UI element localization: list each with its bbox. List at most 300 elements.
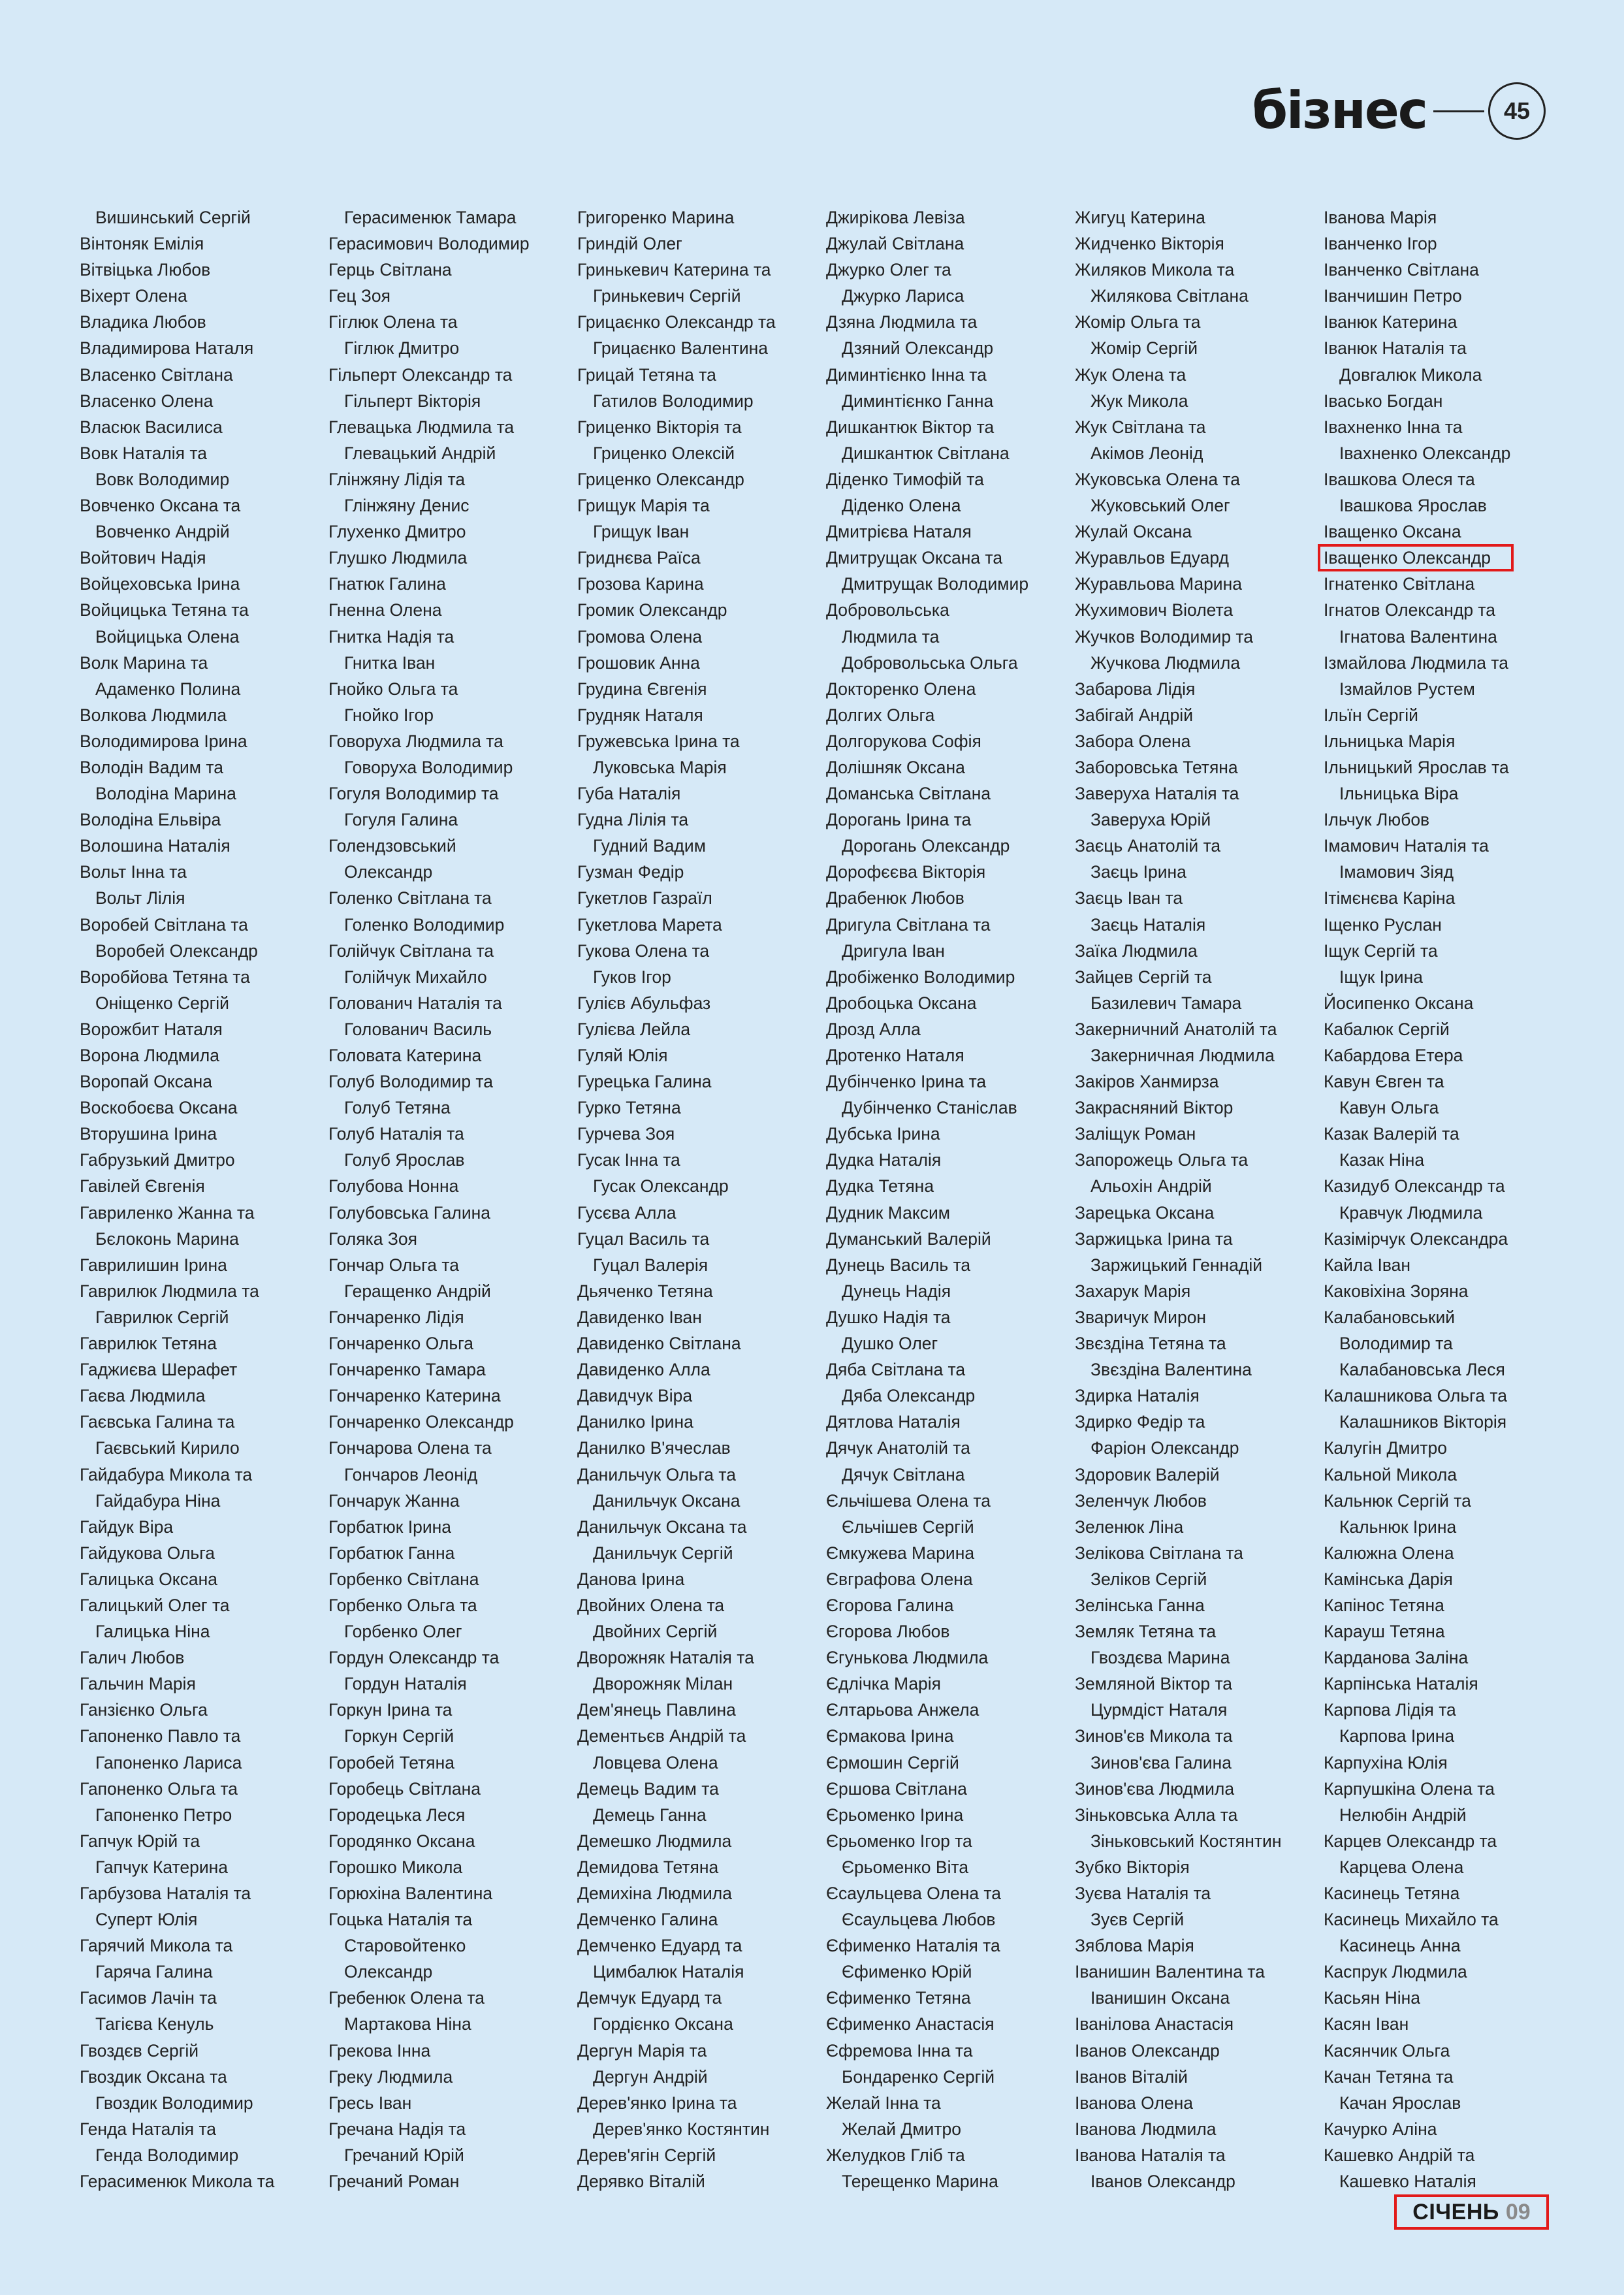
- list-item: Гненна Олена: [328, 600, 442, 620]
- list-item: Карданова Заліна: [1324, 1648, 1469, 1668]
- list-item: Гриценко Вікторія та: [577, 417, 742, 437]
- list-item: Володіна Ельвіра: [80, 810, 221, 830]
- list-item: Гурчева Зоя: [577, 1124, 675, 1144]
- list-item: Іванишин Оксана: [1091, 1988, 1230, 2008]
- list-item: Гаєва Людмила: [80, 1386, 206, 1406]
- list-item: Голуб Ярослав: [344, 1150, 465, 1170]
- list-item: Карпінська Наталія: [1324, 1674, 1478, 1694]
- list-item: Ігнатенко Світлана: [1324, 574, 1475, 594]
- list-item: Власенко Олена: [80, 391, 214, 411]
- list-item: Данилко Ірина: [577, 1412, 693, 1432]
- list-item: Демець Ганна: [593, 1805, 707, 1825]
- list-item: Ігнатов Олександр та: [1324, 600, 1496, 620]
- list-item: Дерев'ягін Сергій: [577, 2145, 716, 2165]
- list-item: Ільницька Марія: [1324, 731, 1456, 751]
- list-item: Дишкантюк Віктор та: [826, 417, 995, 437]
- list-item: Ільницька Віра: [1339, 784, 1459, 804]
- list-item: Заржицький Геннадій: [1091, 1255, 1263, 1275]
- list-item: Геращенко Андрій: [344, 1281, 491, 1301]
- list-item: Володін Вадим та: [80, 757, 223, 777]
- list-item: Гречана Надія та: [328, 2119, 466, 2139]
- list-item: Галицький Олег та: [80, 1595, 230, 1615]
- list-item: Іванишин Валентина та: [1075, 1962, 1265, 1982]
- list-item: Волкова Людмила: [80, 705, 227, 725]
- list-item: Жук Микола: [1091, 391, 1188, 411]
- list-item: Гнитка Надія та: [328, 626, 454, 647]
- list-item: Данильчук Сергій: [593, 1543, 733, 1563]
- list-item: Джурко Лариса: [842, 286, 964, 306]
- list-item: Дудка Тетяна: [826, 1176, 934, 1196]
- list-item: Гапоненко Павло та: [80, 1726, 241, 1746]
- name-column-3: [577, 204, 826, 2194]
- list-item: Земляк Тетяна та: [1075, 1622, 1217, 1642]
- list-item: Дмитрущак Володимир: [842, 574, 1029, 594]
- list-item: Касян Іван: [1324, 2014, 1409, 2034]
- list-item: Гузман Федір: [577, 862, 684, 882]
- list-item: Громик Олександр: [577, 600, 727, 620]
- list-item: Дерев'янко Ірина та: [577, 2093, 737, 2113]
- list-item: Гукова Олена та: [577, 940, 710, 961]
- list-item: Гоцька Наталія та: [328, 1910, 473, 1930]
- list-item: Ільницький Ярослав та: [1324, 757, 1509, 777]
- list-item: Душко Надія та: [826, 1307, 951, 1327]
- list-item: Гордун Олександр та: [328, 1648, 500, 1668]
- list-item: Волошина Наталія: [80, 836, 231, 856]
- list-item: Гаврилюк Сергій: [95, 1307, 229, 1327]
- list-item: Грудняк Наталя: [577, 705, 703, 725]
- list-item: Заборовська Тетяна: [1075, 757, 1238, 777]
- list-item: Каковіхіна Зоряна: [1324, 1281, 1469, 1301]
- list-item: Дробоцька Оксана: [826, 993, 977, 1013]
- list-item: Гресь Іван: [328, 2093, 412, 2113]
- list-item: Дудник Максим: [826, 1202, 951, 1223]
- list-item: Демешко Людмила: [577, 1831, 732, 1851]
- list-item: Касинець Тетяна: [1324, 1884, 1460, 1903]
- list-item: Суперт Юлія: [95, 1910, 198, 1930]
- list-item: Ізмайлова Людмила та: [1324, 652, 1508, 673]
- list-item: Думанський Валерій: [826, 1228, 991, 1249]
- list-item: Грицаєнко Валентина: [593, 338, 769, 359]
- list-item: Гайдук Віра: [80, 1517, 174, 1537]
- list-item: Давиденко Іван: [577, 1307, 702, 1327]
- header-rule: [1433, 110, 1484, 112]
- list-item: Диминтієнко Ганна: [842, 391, 994, 411]
- list-item: Володимир та: [1339, 1334, 1453, 1354]
- list-item: Жомір Сергій: [1091, 338, 1198, 359]
- list-item: Дубінченко Станіслав: [842, 1098, 1017, 1118]
- list-item: Вторушина Ірина: [80, 1124, 217, 1144]
- list-item: Долгих Ольга: [826, 705, 935, 725]
- list-item: Галич Любов: [80, 1648, 185, 1668]
- list-item: Дячук Світлана: [842, 1464, 965, 1485]
- list-item: Дяба Світлана та: [826, 1360, 966, 1380]
- list-item: Гавриленко Жанна та: [80, 1202, 255, 1223]
- list-item: Калашников Вікторія: [1339, 1412, 1507, 1432]
- list-item: Єфименко Тетяна: [826, 1988, 971, 2008]
- name-column-2: [328, 204, 577, 2194]
- list-item: Калабановський: [1324, 1307, 1456, 1327]
- list-item: Володимирова Ірина: [80, 731, 247, 751]
- list-item: Дубська Ірина: [826, 1124, 940, 1144]
- list-item: Гусєва Алла: [577, 1202, 677, 1223]
- list-item: Дорогань Олександр: [842, 836, 1010, 856]
- list-item: Івашкова Олеся та: [1324, 469, 1475, 489]
- list-item: Старовойтенко: [344, 1936, 466, 1956]
- list-item: Дорогань Ірина та: [826, 810, 972, 830]
- list-item: Дячук Анатолій та: [826, 1438, 970, 1458]
- list-item: Гуцал Василь та: [577, 1228, 710, 1249]
- list-item: Греку Людмила: [328, 2066, 453, 2087]
- list-item: Капінос Тетяна: [1324, 1595, 1444, 1615]
- list-item: Глевацька Людмила та: [328, 417, 515, 437]
- list-item: Гаєвська Галина та: [80, 1412, 235, 1432]
- list-item: Гайдабура Микола та: [80, 1464, 253, 1485]
- list-item: Гуцал Валерія: [593, 1255, 709, 1275]
- list-item: Гасимов Лачін та: [80, 1988, 217, 2008]
- list-item: Гнатюк Галина: [328, 574, 446, 594]
- list-item: Камінська Дарія: [1324, 1569, 1453, 1589]
- list-item: Городецька Леся: [328, 1805, 466, 1825]
- list-item: Герасимович Володимир: [328, 234, 530, 254]
- list-item: Касьян Ніна: [1324, 1988, 1420, 2008]
- list-item: Зайцев Сергій та: [1075, 967, 1212, 987]
- list-item: Зубко Вікторія: [1075, 1857, 1190, 1877]
- list-item: Калашникова Ольга та: [1324, 1386, 1507, 1406]
- issue-month: СІЧЕНЬ: [1412, 2199, 1499, 2224]
- list-item: Дементьєв Андрій та: [577, 1726, 746, 1746]
- list-item: Ільїн Сергій: [1324, 705, 1418, 725]
- list-item: Герць Світлана: [328, 260, 452, 280]
- list-item: Карпова Ірина: [1339, 1726, 1455, 1746]
- list-item: Герасименюк Микола та: [80, 2172, 275, 2192]
- list-item: Іванюк Наталія та: [1324, 338, 1467, 359]
- list-item: Гальчин Марія: [80, 1674, 196, 1694]
- list-item: Ворожбит Наталя: [80, 1019, 223, 1039]
- list-item: Горбатюк Ганна: [328, 1543, 455, 1563]
- list-item: Акімов Леонід: [1091, 443, 1203, 463]
- list-item: Запорожець Ольга та: [1075, 1150, 1249, 1170]
- list-item: Гружевська Ірина та: [577, 731, 740, 751]
- list-item: Іщенко Руслан: [1324, 914, 1442, 935]
- list-item: Гордієнко Оксана: [593, 2014, 733, 2034]
- list-item: Городянко Оксана: [328, 1831, 475, 1851]
- list-item: Горкун Ірина та: [328, 1700, 453, 1720]
- list-item: Захарук Марія: [1075, 1281, 1191, 1301]
- list-item: Карпушкіна Олена та: [1324, 1778, 1495, 1799]
- list-item: Йосипенко Оксана: [1324, 993, 1474, 1013]
- list-item: Дерев'янко Костянтин: [593, 2119, 770, 2139]
- list-item: Гнойко Ігор: [344, 705, 434, 725]
- list-item: Ітімєнєва Каріна: [1324, 888, 1456, 908]
- list-item: Говоруха Володимир: [344, 757, 513, 777]
- list-item: Гайдабура Ніна: [95, 1490, 221, 1511]
- list-item: Гречаний Юрій: [344, 2145, 464, 2165]
- list-item: Гаєвський Кирило: [95, 1438, 240, 1458]
- list-item: Кальнюк Сергій та: [1324, 1490, 1471, 1511]
- list-item: Демченко Галина: [577, 1910, 718, 1930]
- list-item: Гвоздик Володимир: [95, 2093, 253, 2113]
- list-item: Глінжяну Денис: [344, 496, 470, 516]
- list-item: Закерничная Людмила: [1091, 1046, 1275, 1065]
- list-item: Гурко Тетяна: [577, 1098, 681, 1118]
- list-item: Владика Любов: [80, 312, 206, 332]
- list-item: Горкун Сергій: [344, 1726, 454, 1746]
- list-item: Карцев Олександр та: [1324, 1831, 1497, 1851]
- list-item: Іванілова Анастасія: [1075, 2014, 1234, 2034]
- list-item: Мартакова Ніна: [344, 2014, 471, 2034]
- list-item: Закерничний Анатолій та: [1075, 1019, 1277, 1039]
- list-item: Давиденко Світлана: [577, 1334, 741, 1354]
- list-item: Дерявко Віталій: [577, 2172, 705, 2192]
- list-item: Калабановська Леся: [1339, 1360, 1505, 1380]
- list-item: Касянчик Ольга: [1324, 2040, 1450, 2061]
- list-item: Єсаульцева Любов: [842, 1910, 996, 1930]
- list-item: Дмитрущак Оксана та: [826, 548, 1003, 568]
- list-item: Закрасняний Віктор: [1075, 1098, 1234, 1118]
- list-item: Кальной Микола: [1324, 1464, 1457, 1485]
- list-item: Гаврилюк Тетяна: [80, 1334, 217, 1354]
- list-item: Воробйова Тетяна та: [80, 967, 250, 987]
- list-item: Забігай Андрій: [1075, 705, 1193, 725]
- list-item: Зваричук Мирон: [1075, 1307, 1207, 1327]
- list-item: Здирка Наталія: [1075, 1386, 1200, 1406]
- list-item: Єфименко Наталія та: [826, 1936, 1000, 1956]
- list-item: Ганзієнко Ольга: [80, 1700, 208, 1720]
- list-item: Кавун Євген та: [1324, 1072, 1444, 1092]
- highlighted-name: Іващенко Олександр: [1324, 545, 1572, 571]
- list-item: Гарбузова Наталія та: [80, 1884, 251, 1903]
- list-item: Єгорова Любов: [826, 1622, 950, 1642]
- list-item: Гурецька Галина: [577, 1072, 712, 1092]
- list-item: Вишинський Сергій: [95, 208, 251, 227]
- list-item: Горбатюк Ірина: [328, 1517, 452, 1537]
- list-item: Зарецька Оксана: [1075, 1202, 1215, 1223]
- list-item: Забарова Лідія: [1075, 679, 1196, 699]
- list-item: Жучкова Людмила: [1091, 652, 1241, 673]
- list-item: Гавілей Євгенія: [80, 1176, 205, 1196]
- list-item: Жидченко Вікторія: [1075, 234, 1224, 254]
- list-item: Ізмайлов Рустем: [1339, 679, 1475, 699]
- list-item: Бєлоконь Марина: [95, 1228, 239, 1249]
- list-item: Зинов'єва Галина: [1091, 1752, 1232, 1773]
- list-item: Зіньковська Алла та: [1075, 1805, 1238, 1825]
- list-item: Жиляков Микола та: [1075, 260, 1235, 280]
- list-item: Голійчук Світлана та: [328, 940, 494, 961]
- list-item: Войтович Надія: [80, 548, 206, 568]
- list-item: Здирко Федір та: [1075, 1412, 1205, 1432]
- list-item: Заліщук Роман: [1075, 1124, 1196, 1144]
- list-item: Желай Інна та: [826, 2093, 941, 2113]
- list-item: Гапчук Катерина: [95, 1857, 229, 1877]
- list-item: Дишкантюк Світлана: [842, 443, 1010, 463]
- list-item: Жигуц Катерина: [1075, 208, 1205, 227]
- list-item: Володіна Марина: [95, 784, 236, 804]
- list-item: Єдлічка Марія: [826, 1674, 942, 1694]
- list-item: Єрьоменко Ігор та: [826, 1831, 972, 1851]
- list-item: Гринькевич Катерина та: [577, 260, 771, 280]
- list-item: Іщук Сергій та: [1324, 940, 1438, 961]
- list-item: Здоровик Валерій: [1075, 1464, 1220, 1485]
- list-item: Звєздіна Тетяна та: [1075, 1334, 1226, 1354]
- list-item: Касинець Анна: [1339, 1936, 1461, 1956]
- list-item: Іванов Віталій: [1075, 2066, 1188, 2087]
- list-item: Губа Наталія: [577, 784, 681, 804]
- list-item: Голованич Наталія та: [328, 993, 502, 1013]
- list-item: Дергун Марія та: [577, 2040, 707, 2061]
- list-item: Казак Валерій та: [1324, 1124, 1459, 1144]
- list-item: Олександр: [344, 1962, 433, 1982]
- name-column-6: [1324, 204, 1572, 2194]
- list-item: Габрузький Дмитро: [80, 1150, 235, 1170]
- list-item: Дятлова Наталія: [826, 1412, 961, 1432]
- list-item: Журавльов Едуард: [1075, 548, 1229, 568]
- page-header: [1252, 78, 1546, 144]
- list-item: Грицаєнко Олександр та: [577, 312, 776, 332]
- list-item: Давидчук Віра: [577, 1386, 693, 1406]
- list-item: Дзяна Людмила та: [826, 312, 978, 332]
- list-item: Добровольська: [826, 600, 949, 620]
- list-item: Іванченко Світлана: [1324, 260, 1479, 280]
- list-item: Долішняк Оксана: [826, 757, 965, 777]
- list-item: Гончарук Жанна: [328, 1490, 460, 1511]
- list-item: Власюк Василиса: [80, 417, 223, 437]
- list-item: Кашевко Наталія: [1339, 2172, 1476, 2192]
- list-item: Діденко Тимофій та: [826, 469, 984, 489]
- list-item: Заверуха Наталія та: [1075, 784, 1239, 804]
- list-item: Данилко В'ячеслав: [577, 1438, 731, 1458]
- list-item: Єсаульцева Олена та: [826, 1884, 1002, 1903]
- list-item: Жучков Володимир та: [1075, 626, 1254, 647]
- list-item: Григоренко Марина: [577, 208, 735, 227]
- list-item: Дудка Наталія: [826, 1150, 942, 1170]
- list-item: Гвоздєв Сергій: [80, 2040, 199, 2061]
- list-item: Ігнатова Валентина: [1339, 626, 1497, 647]
- list-item: Карпухіна Юлія: [1324, 1752, 1448, 1773]
- list-item: Голенко Володимир: [344, 914, 505, 935]
- list-item: Дригула Іван: [842, 940, 945, 961]
- list-item: Глевацький Андрій: [344, 443, 496, 463]
- list-item: Імамович Зіяд: [1339, 862, 1454, 882]
- issue-badge: [1394, 2194, 1549, 2230]
- list-item: Воскобоєва Оксана: [80, 1098, 238, 1118]
- list-item: Імамович Наталія та: [1324, 836, 1489, 856]
- list-item: Журавльова Марина: [1075, 574, 1242, 594]
- list-item: Воробей Світлана та: [80, 914, 248, 935]
- list-item: Глушко Людмила: [328, 548, 468, 568]
- list-item: Жухимович Віолета: [1075, 600, 1234, 620]
- list-item: Іванов Олександр: [1075, 2040, 1220, 2061]
- list-item: Войцицька Олена: [95, 626, 240, 647]
- list-item: Кабалюк Сергій: [1324, 1019, 1450, 1039]
- list-item: Глухенко Дмитро: [328, 522, 466, 542]
- list-item: Гвоздєва Марина: [1091, 1648, 1230, 1668]
- list-item: Заєць Іван та: [1075, 888, 1183, 908]
- list-item: Горбенко Світлана: [328, 1569, 479, 1589]
- name-list-columns: [80, 204, 1549, 2194]
- list-item: Горбенко Ольга та: [328, 1595, 477, 1615]
- list-item: Зеліков Сергій: [1091, 1569, 1207, 1589]
- list-item: Єльчішев Сергій: [842, 1517, 974, 1537]
- list-item: Глінжяну Лідія та: [328, 469, 466, 489]
- list-item: Гаврилишин Ірина: [80, 1255, 227, 1275]
- list-item: Гудний Вадим: [593, 836, 706, 856]
- list-item: Гусак Олександр: [593, 1176, 729, 1196]
- list-item: Луковська Марія: [593, 757, 727, 777]
- list-item: Говоруха Людмила та: [328, 731, 503, 751]
- list-item: Дзяний Олександр: [842, 338, 994, 359]
- list-item: Єрмакова Ірина: [826, 1726, 954, 1746]
- list-item: Тагієва Кенуль: [95, 2014, 214, 2034]
- list-item: Жулай Оксана: [1075, 522, 1192, 542]
- list-item: Гайдукова Ольга: [80, 1543, 215, 1563]
- list-item: Калугін Дмитро: [1324, 1438, 1448, 1458]
- list-item: Заїка Людмила: [1075, 940, 1198, 961]
- list-item: Дворожняк Наталія та: [577, 1648, 754, 1668]
- list-item: Гнойко Ольга та: [328, 679, 458, 699]
- list-item: Дробіженко Володимир: [826, 967, 1015, 987]
- list-item: Диминтієнко Інна та: [826, 364, 987, 385]
- list-item: Карцева Олена: [1339, 1857, 1464, 1877]
- list-item: Гончаренко Тамара: [328, 1360, 486, 1380]
- list-item: Вінтоняк Емілія: [80, 234, 204, 254]
- list-item: Голубова Нонна: [328, 1176, 459, 1196]
- list-item: Гончар Ольга та: [328, 1255, 459, 1275]
- list-item: Гриценко Олександр: [577, 469, 744, 489]
- list-item: Іванов Олександр: [1091, 2172, 1235, 2192]
- list-item: Заєць Анатолій та: [1075, 836, 1221, 856]
- list-item: Головата Катерина: [328, 1046, 482, 1065]
- list-item: Докторенко Олена: [826, 679, 976, 699]
- list-item: Гіглюк Олена та: [328, 312, 458, 332]
- list-item: Душко Олег: [842, 1334, 938, 1354]
- list-item: Жилякова Світлана: [1091, 286, 1249, 306]
- list-item: Кабардова Етера: [1324, 1046, 1463, 1065]
- list-item: Гапоненко Ольга та: [80, 1778, 238, 1799]
- list-item: Іванова Олена: [1075, 2093, 1194, 2113]
- list-item: Єршова Світлана: [826, 1778, 967, 1799]
- list-item: Казімірчук Олександра: [1324, 1228, 1508, 1249]
- list-item: Гончаренко Ольга: [328, 1334, 474, 1354]
- list-item: Гапчук Юрій та: [80, 1831, 200, 1851]
- list-item: Дем'янець Павлина: [577, 1700, 736, 1720]
- list-item: Дрозд Алла: [826, 1019, 921, 1039]
- list-item: Качурко Аліна: [1324, 2119, 1437, 2139]
- list-item: Дергун Андрій: [593, 2066, 708, 2087]
- list-item: Бондаренко Сергій: [842, 2066, 995, 2087]
- list-item: Жук Олена та: [1075, 364, 1186, 385]
- list-item: Довгалюк Микола: [1339, 364, 1482, 385]
- list-item: Нелюбін Андрій: [1339, 1805, 1467, 1825]
- list-item: Гапоненко Лариса: [95, 1752, 242, 1773]
- list-item: Власенко Світлана: [80, 364, 233, 385]
- list-item: Гукетлова Марета: [577, 914, 722, 935]
- list-item: Дяба Олександр: [842, 1386, 976, 1406]
- list-item: Гатилов Володимир: [593, 391, 754, 411]
- list-item: Цурмдіст Наталя: [1091, 1700, 1228, 1720]
- list-item: Кравчук Людмила: [1339, 1202, 1483, 1223]
- list-item: Казидуб Олександр та: [1324, 1176, 1505, 1196]
- list-item: Єфименко Анастасія: [826, 2014, 995, 2034]
- list-item: Зуєва Наталія та: [1075, 1884, 1211, 1903]
- list-item: Гукетлов Газраїл: [577, 888, 712, 908]
- list-item: Оніщенко Сергій: [95, 993, 229, 1013]
- list-item: Голуб Володимир та: [328, 1072, 493, 1092]
- list-item: Грудина Євгенія: [577, 679, 707, 699]
- list-item: Зеленчук Любов: [1075, 1490, 1207, 1511]
- list-item: Зіньковський Костянтин: [1091, 1831, 1282, 1851]
- list-item: Карпова Лідія та: [1324, 1700, 1456, 1720]
- list-item: Калюжна Олена: [1324, 1543, 1454, 1563]
